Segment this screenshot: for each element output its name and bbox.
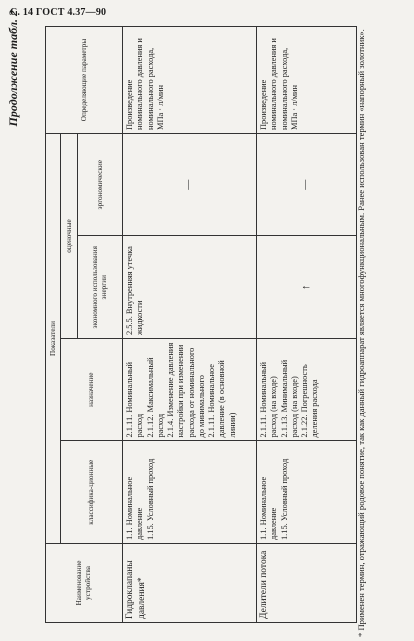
row-defining: Произведение номинального давления и номинального расхода, МПа · л/мин [123,27,257,134]
row-purpose: 2.1.11. Номинальный расход 2.1.12. Максимальный расход 2.1.4. Изменение давления настройки при изменении расхода от номинального до минимального 2.1.11. Номинальное давление (в основной линии) [123,339,257,442]
row-ergonomic: — [257,134,357,237]
header-economic: экономного использования энергии [78,236,123,339]
page-header: С. 14 ГОСТ 4.37—90 [10,7,107,18]
row-device: Делители потока [257,544,357,623]
parameters-table [45,26,357,623]
header-device: Наименование устройства [46,544,123,623]
header-ergonomic: эргономические [78,134,123,237]
row-classification: 1.1. Номинальное давление 1.15. Условный проход [123,441,257,544]
row-economic-arrow-icon: ↑ [257,236,357,339]
header-purpose: назначение [61,339,123,442]
table-footnote: * Применен термин, отражающий родовое понятие, так как данный гидроаппарат является многофункциональным. Ранее использован термин «напорный золотник». [356,29,366,637]
row-device: Гидроклапаны давления* [123,544,257,623]
table-continuation-label: Продолжение табл. 2 [6,10,20,127]
header-defining-parameters: Определяющие параметры [46,27,123,134]
row-ergonomic: — [123,134,257,237]
row-purpose: 2.1.11. Номинальный расход (на входе) 2.1.13. Минимальный расход (на входе) 2.1.22. Погрешность деления расхода [257,339,357,442]
table-row [257,27,357,623]
header-classification: классифика-ционные [61,441,123,544]
table-header-row-1 [46,27,61,623]
table-row [123,27,257,623]
row-economic: 2.5.5. Внутренняя утечка жидкости [123,236,257,339]
header-indicators: Показатели [46,134,61,544]
row-defining: Произведение номинального давления и номинального расхода, МПа · л/мин [257,27,357,134]
header-evaluative: оценочные [61,134,78,339]
row-classification: 1.1. Номинальное давление 1.15. Условный проход [257,441,357,544]
